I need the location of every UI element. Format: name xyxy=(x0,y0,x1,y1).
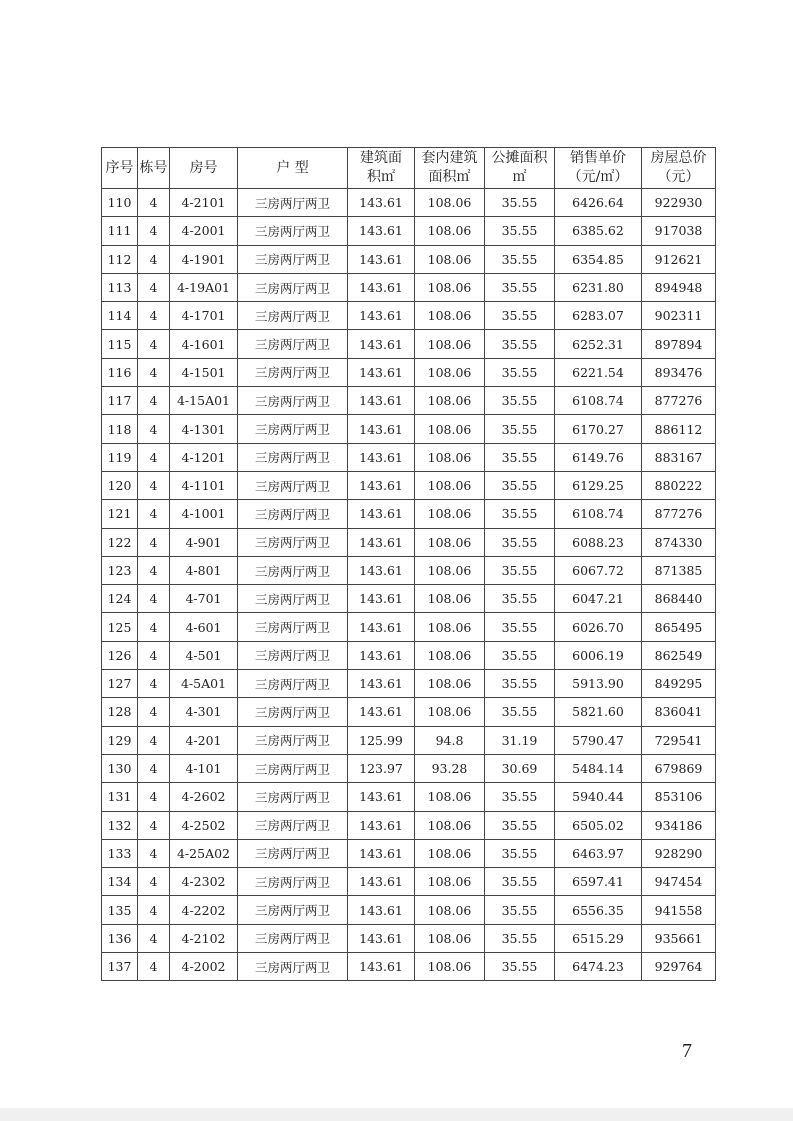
cell-unit-type: 三房两厅两卫 xyxy=(238,556,348,584)
cell-shared-area: 35.55 xyxy=(485,189,555,217)
cell-unit-price: 6149.76 xyxy=(555,443,642,471)
cell-room-no: 4-501 xyxy=(170,641,238,669)
cell-seq-no: 119 xyxy=(102,443,138,471)
cell-shared-area: 35.55 xyxy=(485,273,555,301)
cell-total-price: 941558 xyxy=(642,896,716,924)
cell-inner-area: 108.06 xyxy=(415,415,485,443)
cell-unit-price: 6170.27 xyxy=(555,415,642,443)
cell-building-no: 4 xyxy=(138,953,170,981)
cell-total-price: 880222 xyxy=(642,471,716,499)
cell-total-price: 902311 xyxy=(642,302,716,330)
cell-unit-type: 三房两厅两卫 xyxy=(238,868,348,896)
cell-unit-price: 6108.74 xyxy=(555,387,642,415)
cell-gross-area: 143.61 xyxy=(348,953,415,981)
cell-unit-type: 三房两厅两卫 xyxy=(238,443,348,471)
cell-inner-area: 108.06 xyxy=(415,868,485,896)
cell-room-no: 4-701 xyxy=(170,585,238,613)
cell-building-no: 4 xyxy=(138,670,170,698)
cell-total-price: 877276 xyxy=(642,500,716,528)
cell-seq-no: 127 xyxy=(102,670,138,698)
cell-seq-no: 135 xyxy=(102,896,138,924)
cell-room-no: 4-201 xyxy=(170,726,238,754)
cell-total-price: 874330 xyxy=(642,528,716,556)
cell-inner-area: 108.06 xyxy=(415,839,485,867)
cell-shared-area: 35.55 xyxy=(485,953,555,981)
cell-room-no: 4-801 xyxy=(170,556,238,584)
cell-seq-no: 113 xyxy=(102,273,138,301)
table-row xyxy=(102,641,716,669)
cell-unit-price: 6426.64 xyxy=(555,189,642,217)
cell-total-price: 862549 xyxy=(642,641,716,669)
cell-inner-area: 108.06 xyxy=(415,500,485,528)
table-row xyxy=(102,245,716,273)
cell-unit-price: 5484.14 xyxy=(555,754,642,782)
cell-building-no: 4 xyxy=(138,443,170,471)
header-gross-area: 建筑面 积㎡ xyxy=(348,148,415,189)
cell-room-no: 4-1001 xyxy=(170,500,238,528)
cell-unit-price: 6067.72 xyxy=(555,556,642,584)
cell-building-no: 4 xyxy=(138,556,170,584)
cell-total-price: 871385 xyxy=(642,556,716,584)
cell-inner-area: 108.06 xyxy=(415,670,485,698)
cell-room-no: 4-2202 xyxy=(170,896,238,924)
cell-shared-area: 35.55 xyxy=(485,783,555,811)
table-row xyxy=(102,471,716,499)
cell-total-price: 928290 xyxy=(642,839,716,867)
cell-inner-area: 108.06 xyxy=(415,585,485,613)
cell-unit-price: 6026.70 xyxy=(555,613,642,641)
cell-room-no: 4-1201 xyxy=(170,443,238,471)
cell-seq-no: 133 xyxy=(102,839,138,867)
cell-unit-price: 6129.25 xyxy=(555,471,642,499)
table-row xyxy=(102,839,716,867)
cell-total-price: 894948 xyxy=(642,273,716,301)
cell-gross-area: 143.61 xyxy=(348,670,415,698)
table-row xyxy=(102,953,716,981)
cell-unit-price: 6515.29 xyxy=(555,924,642,952)
table-row xyxy=(102,811,716,839)
cell-total-price: 729541 xyxy=(642,726,716,754)
cell-unit-type: 三房两厅两卫 xyxy=(238,273,348,301)
cell-room-no: 4-1101 xyxy=(170,471,238,499)
cell-shared-area: 35.55 xyxy=(485,556,555,584)
cell-unit-price: 6088.23 xyxy=(555,528,642,556)
cell-inner-area: 108.06 xyxy=(415,273,485,301)
cell-total-price: 868440 xyxy=(642,585,716,613)
cell-unit-type: 三房两厅两卫 xyxy=(238,754,348,782)
cell-room-no: 4-2101 xyxy=(170,189,238,217)
cell-gross-area: 143.61 xyxy=(348,585,415,613)
cell-inner-area: 108.06 xyxy=(415,471,485,499)
cell-inner-area: 108.06 xyxy=(415,302,485,330)
cell-shared-area: 35.55 xyxy=(485,698,555,726)
table-row xyxy=(102,387,716,415)
cell-seq-no: 136 xyxy=(102,924,138,952)
cell-gross-area: 143.61 xyxy=(348,641,415,669)
cell-total-price: 853106 xyxy=(642,783,716,811)
cell-shared-area: 35.55 xyxy=(485,839,555,867)
table-row xyxy=(102,924,716,952)
cell-total-price: 865495 xyxy=(642,613,716,641)
cell-shared-area: 35.55 xyxy=(485,415,555,443)
cell-gross-area: 143.61 xyxy=(348,811,415,839)
cell-total-price: 886112 xyxy=(642,415,716,443)
cell-gross-area: 143.61 xyxy=(348,924,415,952)
cell-unit-price: 6252.31 xyxy=(555,330,642,358)
cell-gross-area: 143.61 xyxy=(348,868,415,896)
cell-unit-type: 三房两厅两卫 xyxy=(238,217,348,245)
cell-unit-type: 三房两厅两卫 xyxy=(238,726,348,754)
cell-total-price: 912621 xyxy=(642,245,716,273)
cell-inner-area: 108.06 xyxy=(415,953,485,981)
cell-unit-type: 三房两厅两卫 xyxy=(238,613,348,641)
cell-room-no: 4-2302 xyxy=(170,868,238,896)
cell-unit-type: 三房两厅两卫 xyxy=(238,585,348,613)
cell-gross-area: 143.61 xyxy=(348,245,415,273)
cell-shared-area: 30.69 xyxy=(485,754,555,782)
cell-gross-area: 143.61 xyxy=(348,358,415,386)
table-row xyxy=(102,189,716,217)
cell-inner-area: 108.06 xyxy=(415,330,485,358)
cell-building-no: 4 xyxy=(138,500,170,528)
cell-room-no: 4-1901 xyxy=(170,245,238,273)
cell-building-no: 4 xyxy=(138,613,170,641)
cell-room-no: 4-2001 xyxy=(170,217,238,245)
cell-seq-no: 116 xyxy=(102,358,138,386)
cell-unit-price: 6108.74 xyxy=(555,500,642,528)
cell-room-no: 4-301 xyxy=(170,698,238,726)
cell-building-no: 4 xyxy=(138,528,170,556)
cell-building-no: 4 xyxy=(138,698,170,726)
cell-total-price: 922930 xyxy=(642,189,716,217)
cell-gross-area: 143.61 xyxy=(348,387,415,415)
cell-seq-no: 114 xyxy=(102,302,138,330)
cell-inner-area: 108.06 xyxy=(415,217,485,245)
cell-shared-area: 35.55 xyxy=(485,811,555,839)
cell-room-no: 4-2102 xyxy=(170,924,238,952)
cell-building-no: 4 xyxy=(138,302,170,330)
table-row xyxy=(102,754,716,782)
cell-seq-no: 126 xyxy=(102,641,138,669)
cell-shared-area: 35.55 xyxy=(485,613,555,641)
cell-unit-type: 三房两厅两卫 xyxy=(238,302,348,330)
cell-room-no: 4-1301 xyxy=(170,415,238,443)
cell-gross-area: 143.61 xyxy=(348,500,415,528)
cell-shared-area: 35.55 xyxy=(485,443,555,471)
cell-total-price: 929764 xyxy=(642,953,716,981)
header-unit-type: 户 型 xyxy=(238,148,348,189)
cell-total-price: 836041 xyxy=(642,698,716,726)
cell-gross-area: 143.61 xyxy=(348,556,415,584)
table-row xyxy=(102,358,716,386)
cell-unit-type: 三房两厅两卫 xyxy=(238,839,348,867)
cell-gross-area: 123.97 xyxy=(348,754,415,782)
cell-seq-no: 123 xyxy=(102,556,138,584)
cell-total-price: 849295 xyxy=(642,670,716,698)
table-row xyxy=(102,585,716,613)
cell-seq-no: 132 xyxy=(102,811,138,839)
cell-seq-no: 131 xyxy=(102,783,138,811)
cell-inner-area: 94.8 xyxy=(415,726,485,754)
cell-shared-area: 35.55 xyxy=(485,217,555,245)
cell-unit-price: 6006.19 xyxy=(555,641,642,669)
cell-seq-no: 122 xyxy=(102,528,138,556)
cell-unit-type: 三房两厅两卫 xyxy=(238,330,348,358)
cell-room-no: 4-901 xyxy=(170,528,238,556)
cell-unit-price: 6354.85 xyxy=(555,245,642,273)
page-number: 7 xyxy=(682,1040,692,1062)
cell-gross-area: 143.61 xyxy=(348,613,415,641)
table-row xyxy=(102,896,716,924)
cell-unit-type: 三房两厅两卫 xyxy=(238,528,348,556)
cell-shared-area: 35.55 xyxy=(485,641,555,669)
cell-seq-no: 118 xyxy=(102,415,138,443)
table-header-row xyxy=(102,148,716,189)
cell-building-no: 4 xyxy=(138,273,170,301)
cell-unit-price: 5790.47 xyxy=(555,726,642,754)
cell-unit-type: 三房两厅两卫 xyxy=(238,811,348,839)
cell-unit-price: 6505.02 xyxy=(555,811,642,839)
cell-unit-price: 6047.21 xyxy=(555,585,642,613)
table-row xyxy=(102,726,716,754)
cell-unit-type: 三房两厅两卫 xyxy=(238,670,348,698)
cell-inner-area: 108.06 xyxy=(415,387,485,415)
cell-seq-no: 130 xyxy=(102,754,138,782)
cell-room-no: 4-101 xyxy=(170,754,238,782)
cell-seq-no: 137 xyxy=(102,953,138,981)
cell-building-no: 4 xyxy=(138,245,170,273)
cell-total-price: 947454 xyxy=(642,868,716,896)
cell-gross-area: 143.61 xyxy=(348,896,415,924)
cell-inner-area: 108.06 xyxy=(415,613,485,641)
cell-gross-area: 143.61 xyxy=(348,528,415,556)
table-row xyxy=(102,698,716,726)
cell-building-no: 4 xyxy=(138,868,170,896)
cell-building-no: 4 xyxy=(138,726,170,754)
cell-total-price: 897894 xyxy=(642,330,716,358)
table-row xyxy=(102,528,716,556)
table-row xyxy=(102,868,716,896)
header-unit-price: 销售单价 （元/㎡） xyxy=(555,148,642,189)
cell-room-no: 4-19A01 xyxy=(170,273,238,301)
cell-building-no: 4 xyxy=(138,811,170,839)
cell-total-price: 893476 xyxy=(642,358,716,386)
table-row xyxy=(102,330,716,358)
cell-gross-area: 143.61 xyxy=(348,443,415,471)
cell-room-no: 4-1601 xyxy=(170,330,238,358)
cell-building-no: 4 xyxy=(138,358,170,386)
cell-inner-area: 108.06 xyxy=(415,641,485,669)
cell-room-no: 4-1501 xyxy=(170,358,238,386)
cell-seq-no: 134 xyxy=(102,868,138,896)
cell-shared-area: 35.55 xyxy=(485,868,555,896)
cell-total-price: 679869 xyxy=(642,754,716,782)
header-inner-area: 套内建筑 面积㎡ xyxy=(415,148,485,189)
cell-building-no: 4 xyxy=(138,387,170,415)
cell-building-no: 4 xyxy=(138,471,170,499)
cell-seq-no: 128 xyxy=(102,698,138,726)
cell-seq-no: 111 xyxy=(102,217,138,245)
cell-shared-area: 35.55 xyxy=(485,245,555,273)
cell-shared-area: 35.55 xyxy=(485,302,555,330)
table-row xyxy=(102,273,716,301)
cell-unit-price: 6283.07 xyxy=(555,302,642,330)
header-seq-no: 序号 xyxy=(102,148,138,189)
housing-price-table xyxy=(101,147,716,981)
cell-unit-price: 5940.44 xyxy=(555,783,642,811)
cell-seq-no: 124 xyxy=(102,585,138,613)
cell-building-no: 4 xyxy=(138,585,170,613)
cell-gross-area: 143.61 xyxy=(348,189,415,217)
cell-room-no: 4-2502 xyxy=(170,811,238,839)
cell-shared-area: 35.55 xyxy=(485,896,555,924)
cell-gross-area: 143.61 xyxy=(348,330,415,358)
cell-seq-no: 125 xyxy=(102,613,138,641)
cell-total-price: 935661 xyxy=(642,924,716,952)
cell-building-no: 4 xyxy=(138,754,170,782)
cell-shared-area: 35.55 xyxy=(485,358,555,386)
cell-unit-price: 6474.23 xyxy=(555,953,642,981)
cell-shared-area: 35.55 xyxy=(485,500,555,528)
table-row xyxy=(102,415,716,443)
cell-building-no: 4 xyxy=(138,896,170,924)
cell-unit-type: 三房两厅两卫 xyxy=(238,189,348,217)
cell-gross-area: 143.61 xyxy=(348,217,415,245)
cell-inner-area: 108.06 xyxy=(415,698,485,726)
cell-unit-type: 三房两厅两卫 xyxy=(238,471,348,499)
cell-seq-no: 112 xyxy=(102,245,138,273)
cell-unit-type: 三房两厅两卫 xyxy=(238,698,348,726)
table-row xyxy=(102,556,716,584)
cell-building-no: 4 xyxy=(138,924,170,952)
cell-room-no: 4-2002 xyxy=(170,953,238,981)
cell-seq-no: 110 xyxy=(102,189,138,217)
cell-unit-type: 三房两厅两卫 xyxy=(238,387,348,415)
table-row xyxy=(102,217,716,245)
cell-gross-area: 143.61 xyxy=(348,698,415,726)
cell-room-no: 4-2602 xyxy=(170,783,238,811)
cell-unit-type: 三房两厅两卫 xyxy=(238,358,348,386)
cell-inner-area: 108.06 xyxy=(415,443,485,471)
cell-building-no: 4 xyxy=(138,839,170,867)
cell-gross-area: 143.61 xyxy=(348,839,415,867)
scan-edge xyxy=(0,1108,793,1121)
cell-total-price: 877276 xyxy=(642,387,716,415)
cell-room-no: 4-15A01 xyxy=(170,387,238,415)
cell-total-price: 917038 xyxy=(642,217,716,245)
cell-total-price: 883167 xyxy=(642,443,716,471)
cell-room-no: 4-25A02 xyxy=(170,839,238,867)
table-row xyxy=(102,613,716,641)
cell-inner-area: 108.06 xyxy=(415,924,485,952)
cell-inner-area: 108.06 xyxy=(415,358,485,386)
cell-gross-area: 143.61 xyxy=(348,415,415,443)
cell-unit-type: 三房两厅两卫 xyxy=(238,953,348,981)
header-shared-area: 公摊面积 ㎡ xyxy=(485,148,555,189)
cell-gross-area: 125.99 xyxy=(348,726,415,754)
cell-seq-no: 115 xyxy=(102,330,138,358)
cell-shared-area: 35.55 xyxy=(485,330,555,358)
cell-seq-no: 121 xyxy=(102,500,138,528)
header-room-no: 房号 xyxy=(170,148,238,189)
cell-shared-area: 35.55 xyxy=(485,471,555,499)
cell-unit-price: 5913.90 xyxy=(555,670,642,698)
cell-gross-area: 143.61 xyxy=(348,471,415,499)
cell-unit-type: 三房两厅两卫 xyxy=(238,415,348,443)
cell-building-no: 4 xyxy=(138,330,170,358)
cell-building-no: 4 xyxy=(138,415,170,443)
cell-unit-type: 三房两厅两卫 xyxy=(238,924,348,952)
table-row xyxy=(102,670,716,698)
table-row xyxy=(102,500,716,528)
cell-shared-area: 35.55 xyxy=(485,924,555,952)
cell-building-no: 4 xyxy=(138,641,170,669)
cell-seq-no: 117 xyxy=(102,387,138,415)
cell-unit-type: 三房两厅两卫 xyxy=(238,896,348,924)
cell-unit-price: 6221.54 xyxy=(555,358,642,386)
table-row xyxy=(102,783,716,811)
cell-inner-area: 108.06 xyxy=(415,896,485,924)
cell-unit-type: 三房两厅两卫 xyxy=(238,245,348,273)
cell-room-no: 4-1701 xyxy=(170,302,238,330)
header-building-no: 栋号 xyxy=(138,148,170,189)
cell-total-price: 934186 xyxy=(642,811,716,839)
cell-seq-no: 120 xyxy=(102,471,138,499)
cell-inner-area: 108.06 xyxy=(415,245,485,273)
cell-inner-area: 108.06 xyxy=(415,528,485,556)
cell-gross-area: 143.61 xyxy=(348,302,415,330)
cell-unit-price: 6385.62 xyxy=(555,217,642,245)
cell-building-no: 4 xyxy=(138,189,170,217)
cell-inner-area: 108.06 xyxy=(415,783,485,811)
cell-building-no: 4 xyxy=(138,217,170,245)
cell-inner-area: 93.28 xyxy=(415,754,485,782)
cell-shared-area: 35.55 xyxy=(485,528,555,556)
cell-gross-area: 143.61 xyxy=(348,273,415,301)
table-row xyxy=(102,443,716,471)
cell-unit-type: 三房两厅两卫 xyxy=(238,783,348,811)
cell-shared-area: 35.55 xyxy=(485,585,555,613)
cell-shared-area: 31.19 xyxy=(485,726,555,754)
cell-inner-area: 108.06 xyxy=(415,189,485,217)
cell-building-no: 4 xyxy=(138,783,170,811)
table-row xyxy=(102,302,716,330)
cell-unit-price: 6463.97 xyxy=(555,839,642,867)
cell-unit-type: 三房两厅两卫 xyxy=(238,641,348,669)
cell-room-no: 4-5A01 xyxy=(170,670,238,698)
cell-unit-type: 三房两厅两卫 xyxy=(238,500,348,528)
cell-room-no: 4-601 xyxy=(170,613,238,641)
cell-unit-price: 6231.80 xyxy=(555,273,642,301)
cell-seq-no: 129 xyxy=(102,726,138,754)
cell-inner-area: 108.06 xyxy=(415,811,485,839)
header-total-price: 房屋总价 （元） xyxy=(642,148,716,189)
cell-unit-price: 6597.41 xyxy=(555,868,642,896)
cell-gross-area: 143.61 xyxy=(348,783,415,811)
cell-shared-area: 35.55 xyxy=(485,670,555,698)
cell-unit-price: 5821.60 xyxy=(555,698,642,726)
cell-shared-area: 35.55 xyxy=(485,387,555,415)
cell-unit-price: 6556.35 xyxy=(555,896,642,924)
cell-inner-area: 108.06 xyxy=(415,556,485,584)
